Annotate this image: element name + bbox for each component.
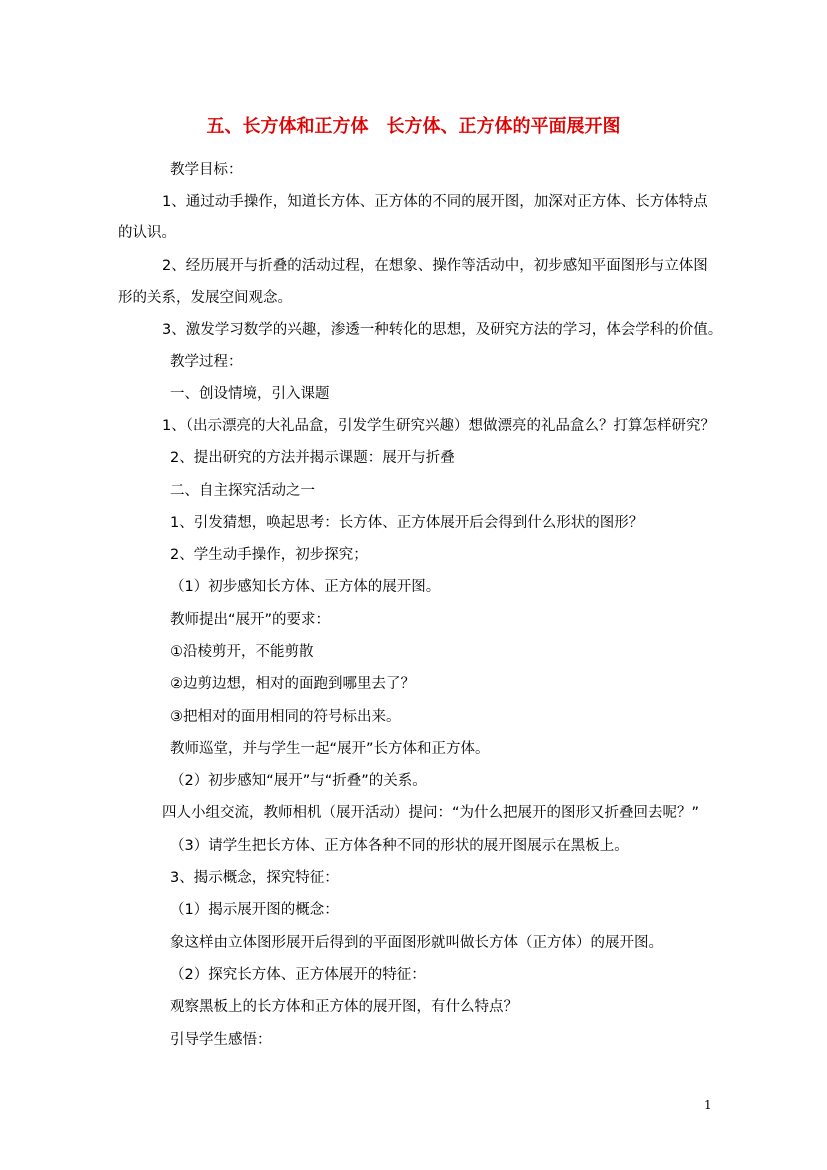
text-line: 一、创设情境，引入课题 — [170, 386, 330, 402]
text-line: 二、自主探究活动之一 — [170, 483, 315, 499]
text-line: （3）请学生把长方体、正方体各种不同的形状的展开图展示在黑板上。 — [170, 838, 629, 854]
text-line: 教学过程： — [170, 354, 243, 370]
page-number: 1 — [704, 1098, 712, 1112]
text-line: 象这样由立体图形展开后得到的平面图形就叫做长方体（正方体）的展开图。 — [170, 935, 663, 951]
text-line: 1、通过动手操作，知道长方体、正方体的不同的展开图，加深对正方体、长方体特点 — [162, 194, 708, 210]
text-line: 3、揭示概念，探究特征： — [170, 870, 339, 886]
text-line: （2）初步感知“展开”与“折叠”的关系。 — [170, 773, 427, 789]
text-line: 2、经历展开与折叠的活动过程，在想象、操作等活动中，初步感知平面图形与立体图 — [162, 258, 708, 274]
text-line: 1、（出示漂亮的大礼品盒，引发学生研究兴趣）想做漂亮的礼品盒么？打算怎样研究？ — [162, 418, 715, 434]
text-line: ①沿棱剪开，不能剪散 — [170, 644, 314, 660]
text-line: ②边剪边想，相对的面跑到哪里去了？ — [170, 676, 415, 692]
text-line: 教师巡堂，并与学生一起“展开”长方体和正方体。 — [170, 741, 490, 757]
text-line: 形的关系，发展空间观念。 — [118, 290, 292, 306]
text-line: （1）揭示展开图的概念： — [170, 902, 339, 918]
text-line: 的认识。 — [118, 225, 176, 241]
text-line: 教学目标： — [170, 162, 243, 178]
text-line: 1、引发猜想，唤起思考：长方体、正方体展开后会得到什么形状的图形？ — [170, 515, 644, 531]
text-line: 四人小组交流，教师相机（展开活动）提问：“为什么把展开的图形又折叠回去呢？” — [162, 805, 700, 821]
text-line: 3、激发学习数学的兴趣，渗透一种转化的思想，及研究方法的学习，体会学科的价值。 — [162, 322, 723, 338]
text-line: 教师提出“展开”的要求： — [170, 612, 331, 628]
text-line: 2、提出研究的方法并揭示课题：展开与折叠 — [170, 450, 455, 466]
text-line: ③把相对的面用相同的符号标出来。 — [170, 709, 401, 725]
text-line: 引导学生感悟： — [170, 1032, 272, 1048]
document-title: 五、长方体和正方体 长方体、正方体的平面展开图 — [206, 116, 621, 137]
text-line: 2、学生动手操作，初步探究； — [170, 547, 368, 563]
text-line: 观察黑板上的长方体和正方体的展开图，有什么特点？ — [170, 999, 518, 1015]
text-line: （2）探究长方体、正方体展开的特征： — [170, 967, 426, 983]
text-line: （1）初步感知长方体、正方体的展开图。 — [170, 579, 441, 595]
